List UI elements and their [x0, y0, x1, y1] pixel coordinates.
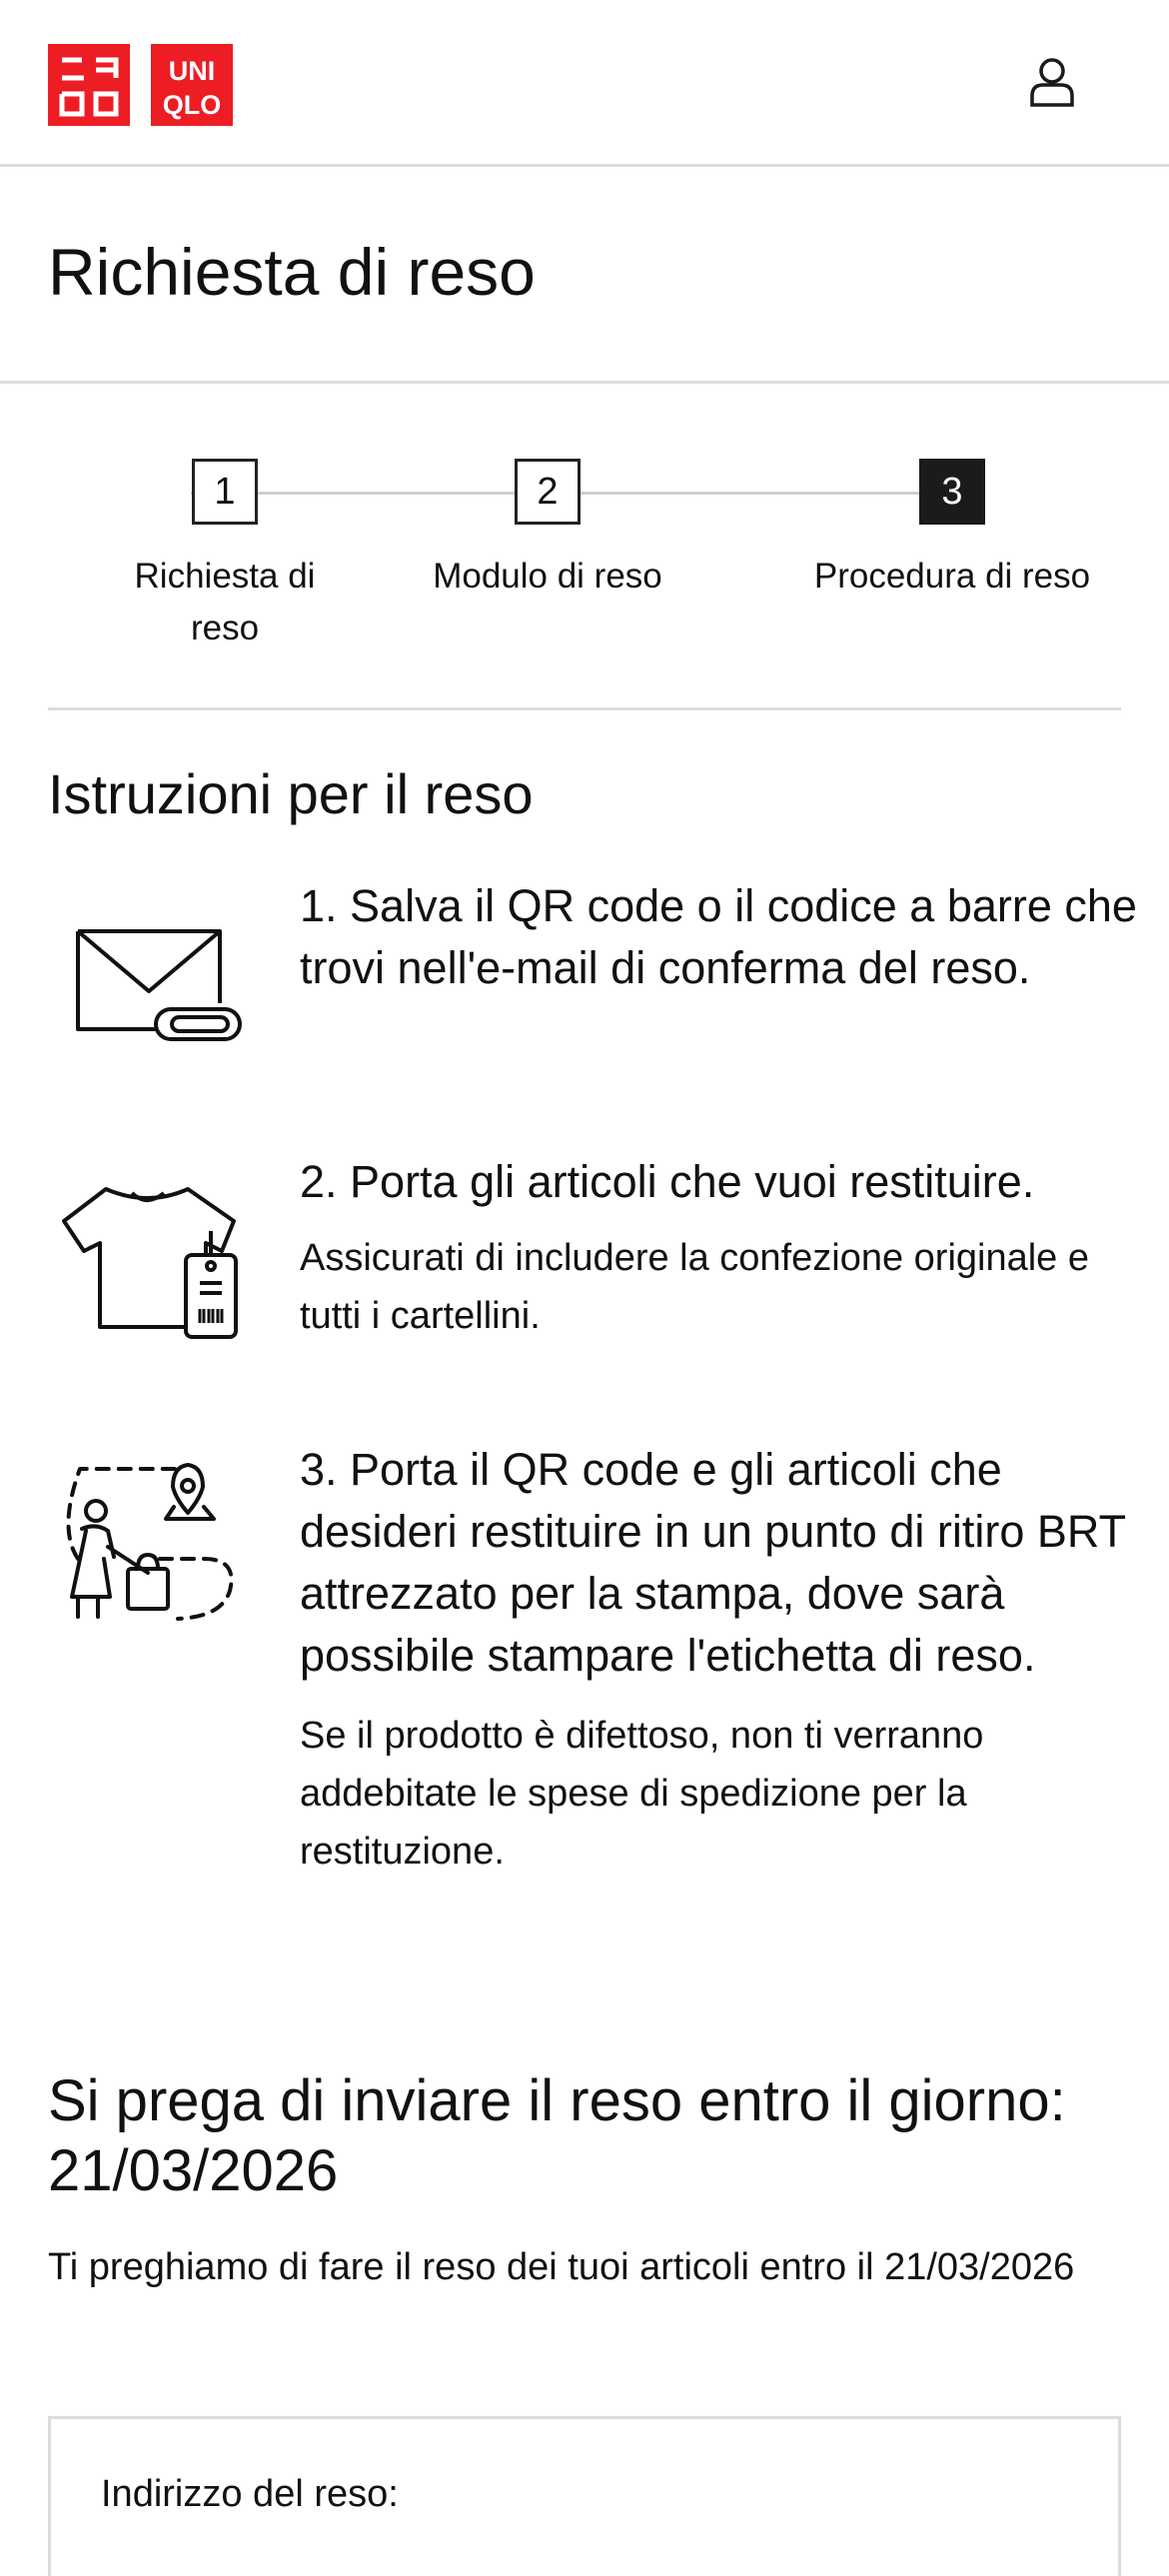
- instruction-text: [300, 875, 1159, 999]
- return-address-box: [48, 2416, 1121, 2576]
- return-address-label: Indirizzo del reso:: [101, 2473, 399, 2515]
- logo-katakana: [48, 44, 130, 126]
- step-2-number: 2: [515, 459, 581, 525]
- dropoff-route-icon: [48, 1439, 248, 1639]
- site-header: [0, 0, 1169, 167]
- progress-stepper: [48, 384, 1121, 710]
- instruction-text: [300, 1151, 1159, 1345]
- page-title-bar: [0, 167, 1169, 384]
- step-3: [777, 459, 1127, 603]
- instruction-title: 2. Porta gli articoli che vuoi restituire.: [300, 1156, 1035, 1207]
- instruction-title: 1. Salva il QR code o il codice a barre che trovi nell'e-mail di conferma del reso.: [300, 880, 1137, 993]
- logo-line-2: QLO: [162, 90, 222, 120]
- step-3-label: Procedura di reso: [813, 557, 1091, 596]
- instruction-note: Assicurati di includere la confezione originale e tutti i cartellini.: [300, 1237, 1090, 1337]
- user-icon[interactable]: [1027, 56, 1077, 108]
- step-1-label: Richiesta di reso: [134, 557, 316, 647]
- step-2-label: Modulo di reso: [433, 557, 662, 596]
- instruction-text: [300, 1439, 1159, 1881]
- logo-line-1: UNI: [168, 56, 216, 86]
- logo-latin: [151, 44, 233, 126]
- step-1-number: 1: [192, 459, 258, 525]
- instructions-heading: Istruzioni per il reso: [48, 762, 534, 825]
- uniqlo-logo[interactable]: [48, 44, 233, 126]
- step-1: [60, 459, 390, 654]
- deadline-heading: Si prega di inviare il reso entro il giorno: 21/03/2026: [48, 2068, 1066, 2203]
- step-2: [383, 459, 712, 603]
- step-3-number: 3: [919, 459, 985, 525]
- page-title: Richiesta di reso: [48, 235, 536, 309]
- deadline-text: Ti preghiamo di fare il reso dei tuoi articoli entro il 21/03/2026: [48, 2246, 1075, 2288]
- instruction-note: Se il prodotto è difettoso, non ti verranno addebitate le spese di spedizione per la restituzione.: [300, 1715, 984, 1873]
- instruction-title: 3. Porta il QR code e gli articoli che desideri restituire in un punto di ritiro BRT attrezzato per la stampa, dove sarà possibile stampare l'etichetta di reso.: [300, 1444, 1126, 1681]
- envelope-clip-icon: [48, 875, 248, 1075]
- tshirt-tag-icon: [48, 1151, 248, 1351]
